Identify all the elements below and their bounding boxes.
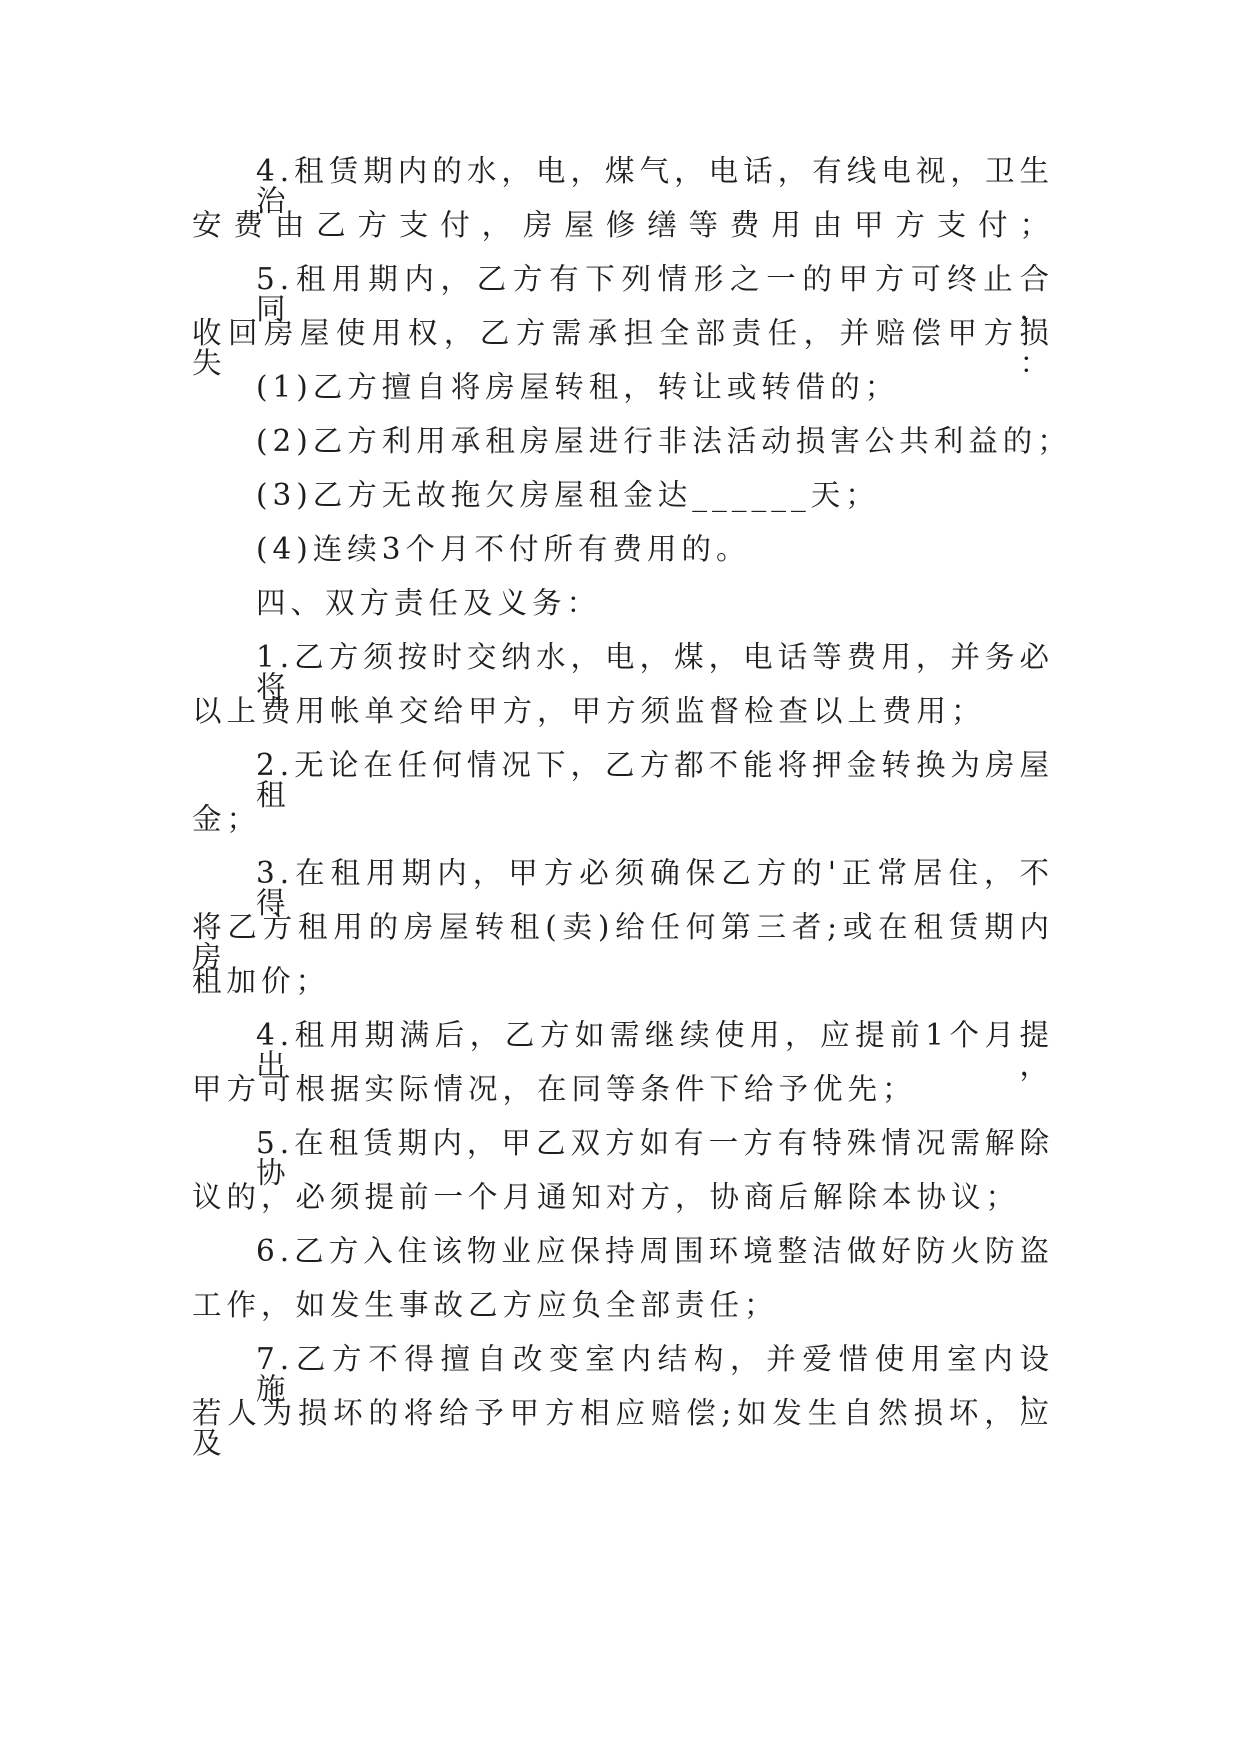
document-body — [192, 154, 1072, 1460]
paragraph-line: 收回房屋使用权，乙方需承担全部责任，并赔偿甲方损失： — [192, 316, 1054, 380]
paragraph-line: 租加价； — [192, 964, 331, 998]
paragraph-line: 金； — [192, 802, 262, 836]
paragraph-line: 工作，如发生事故乙方应负全部责任； — [192, 1288, 779, 1322]
list-item: (2)乙方利用承租房屋进行非法活动损害公共利益的； — [256, 424, 1072, 458]
paragraph-line: 将乙方租用的房屋转租(卖)给任何第三者;或在租赁期内房 — [192, 910, 1054, 974]
paragraph-line: 4.租用期满后，乙方如需继续使用，应提前1个月提出， — [256, 1018, 1054, 1082]
paragraph-line: 3.在租用期内，甲方必须确保乙方的'正常居住，不得 — [256, 856, 1054, 920]
list-item: (1)乙方擅自将房屋转租，转让或转借的； — [256, 370, 900, 404]
paragraph-line: 若人为损坏的将给予甲方相应赔偿;如发生自然损坏，应及 — [192, 1396, 1054, 1460]
paragraph-line: 7.乙方不得擅自改变室内结构，并爱惜使用室内设施， — [256, 1342, 1054, 1406]
paragraph-line: 安费由乙方支付，房屋修缮等费用由甲方支付； — [192, 208, 1054, 242]
paragraph-line: 4.租赁期内的水，电，煤气，电话，有线电视，卫生治 — [256, 154, 1054, 218]
paragraph-line: 2.无论在任何情况下，乙方都不能将押金转换为房屋租 — [256, 748, 1054, 812]
paragraph-line: 以上费用帐单交给甲方，甲方须监督检查以上费用； — [192, 694, 986, 728]
paragraph-line: 5.租用期内，乙方有下列情形之一的甲方可终止合同， — [256, 262, 1054, 326]
list-item: (3)乙方无故拖欠房屋租金达______天； — [256, 478, 880, 512]
paragraph-line: 1.乙方须按时交纳水，电，煤，电话等费用，并务必将 — [256, 640, 1054, 704]
paragraph-line: 甲方可根据实际情况，在同等条件下给予优先； — [192, 1072, 917, 1106]
section-heading: 四、双方责任及义务： — [256, 586, 602, 620]
paragraph-line: 6.乙方入住该物业应保持周围环境整洁做好防火防盗 — [256, 1234, 1054, 1268]
paragraph-line: 5.在租赁期内，甲乙双方如有一方有特殊情况需解除协 — [256, 1126, 1054, 1190]
paragraph-line: 议的，必须提前一个月通知对方，协商后解除本协议； — [192, 1180, 1021, 1214]
list-item: (4)连续3个月不付所有费用的。 — [256, 532, 751, 566]
